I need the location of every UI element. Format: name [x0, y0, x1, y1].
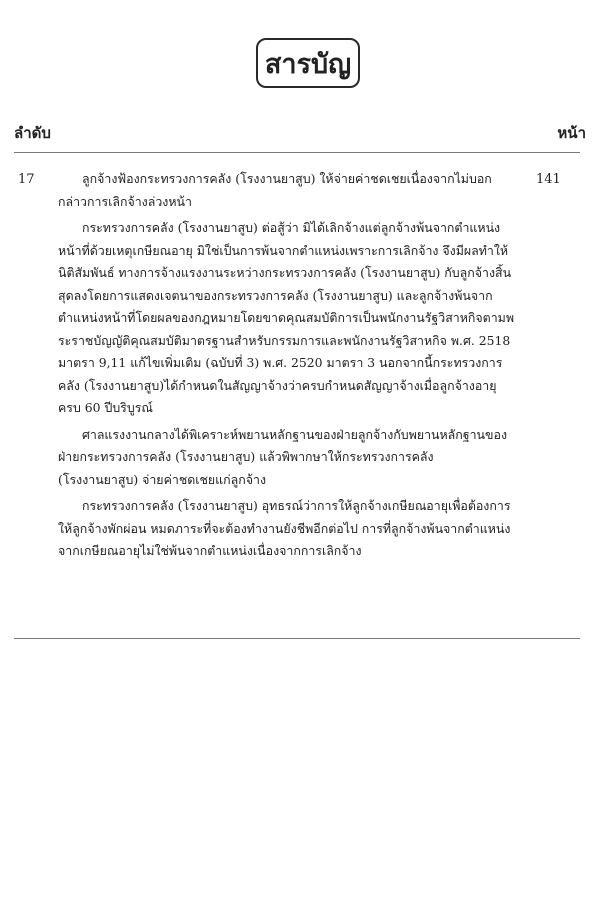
entry-paragraph-3: ศาลแรงงานกลางได้พิเคราะห์พยานหลักฐานของฝ่ายลูกจ้างกับพยานหลักฐานของฝ่ายกระทรวงการคลัง (โรงงานยาสูบ) แล้วพิพากษาให้กระทรวงการคลัง (โรงงานยาสูบ) จ่ายค่าชดเชยแก่ลูกจ้าง [58, 426, 507, 487]
entry-body [58, 168, 516, 567]
bottom-divider [14, 638, 580, 639]
page-title: สารบัญ [264, 48, 352, 80]
entry-paragraph-1: ลูกจ้างฟ้องกระทรวงการคลัง (โรงงานยาสูบ) ให้จ่ายค่าชดเชยเนื่องจากไม่บอกกล่าวการเลิกจ้างล่วงหน้า [58, 171, 492, 209]
column-header-order: ลำดับ [14, 124, 51, 142]
entry-number: 17 [18, 172, 35, 187]
top-divider [14, 152, 580, 153]
title-box [256, 38, 360, 88]
entry-paragraph-2: กระทรวงการคลัง (โรงงานยาสูบ) ต่อสู้ว่า มิได้เลิกจ้างแต่ลูกจ้างพ้นจากตำแหน่งหน้าที่ด้วยเหตุเกษียณอายุ มิใช่เป็นการพ้นจากตำแหน่งเพราะการเลิกจ้าง จึงมีผลทำให้นิติสัมพันธ์ ทางการจ้างแรงงานระหว่างกระทรวงการคลัง (โรงงานยาสูบ) กับลูกจ้างสิ้นสุดลงโดยการแสดงเจตนาของกระทรวงการคลัง (โรงงานยาสูบ) และลูกจ้างพ้นจากตำแหน่งหน้าที่โดยผลของกฎหมายโดยขาดคุณสมบัติการเป็นพนักงานรัฐวิสาหกิจตามพระราชบัญญัติคุณสมบัติมาตรฐานสำหรับกรรมการและพนักงานรัฐวิสาหกิจ พ.ศ. 2518 มาตรา 9,11 แก้ไขเพิ่มเติม (ฉบับที่ 3) พ.ศ. 2520 มาตรา 3 นอกจากนี้กระทรวงการคลัง (โรงงานยาสูบ)ได้กำหนดในสัญญาจ้างว่าครบกำหนดสัญญาจ้างเมื่อลูกจ้างอายุครบ 60 ปีบริบูรณ์ [58, 220, 514, 415]
column-header-page: หน้า [557, 124, 586, 142]
entry-paragraph-4: กระทรวงการคลัง (โรงงานยาสูบ) อุทธรณ์ว่าการให้ลูกจ้างเกษียณอายุเพื่อต้องการให้ลูกจ้างพักผ่อน หมดภาระที่จะต้องทำงานยังชีพอีกต่อไป การที่ลูกจ้างพ้นจากตำแหน่งจากเกษียณอายุไม่ใช่พ้นจากตำแหน่งเนื่องจากการเลิกจ้าง [58, 498, 511, 558]
entry-page-number: 141 [536, 172, 561, 187]
